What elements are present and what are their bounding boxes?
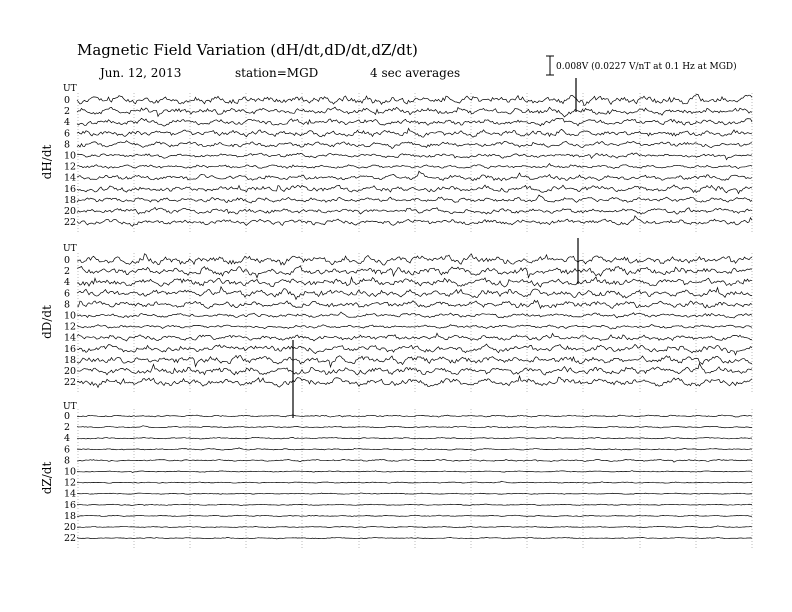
trace-line (77, 94, 752, 105)
hour-tick-label: 14 (64, 172, 77, 184)
hour-tick-label: 12 (64, 161, 77, 173)
trace-line (77, 426, 752, 428)
hour-tick-label: 8 (64, 299, 71, 311)
trace-line (77, 277, 752, 287)
trace-line (77, 107, 752, 117)
panel-dZ-dt (40, 402, 752, 548)
hour-tick-label: 2 (64, 266, 71, 278)
trace-line (77, 141, 752, 149)
trace-line (77, 493, 752, 494)
hour-tick-label: 0 (64, 95, 71, 106)
trace-line (77, 207, 752, 214)
date-label: Jun. 12, 2013 (100, 66, 182, 80)
trace-line (77, 185, 752, 194)
trace-line (77, 300, 752, 308)
hour-tick-label: 20 (64, 206, 77, 217)
hour-tick-label: 8 (64, 139, 71, 151)
trace-line (77, 537, 752, 538)
y-axis-label: dZ/dt (40, 461, 54, 495)
hour-tick-label: 6 (64, 128, 71, 140)
hour-tick-label: 10 (64, 466, 77, 478)
ut-label: UT (63, 84, 77, 94)
trace-line (77, 153, 752, 160)
panel-dH-dt (40, 84, 752, 232)
chart-title: Magnetic Field Variation (dH/dt,dD/dt,dZ/dt) (77, 41, 418, 59)
y-axis-label: dH/dt (40, 144, 54, 180)
trace-line (77, 376, 752, 387)
hour-tick-label: 14 (64, 488, 77, 500)
y-axis-label: dD/dt (40, 305, 54, 339)
hour-tick-label: 6 (64, 444, 71, 456)
hour-tick-label: 16 (64, 499, 77, 511)
hour-tick-label: 2 (64, 106, 71, 118)
hour-tick-label: 12 (64, 477, 77, 489)
trace-line (77, 333, 752, 341)
trace-line (77, 195, 752, 203)
trace-line (77, 118, 752, 126)
trace-line (77, 471, 752, 473)
hour-tick-label: 20 (64, 522, 77, 533)
panels-group (40, 78, 752, 548)
ut-label: UT (63, 244, 77, 254)
scale-label: 0.008V (0.0227 V/nT at 0.1 Hz at MGD) (556, 62, 737, 72)
hour-tick-label: 6 (64, 288, 71, 300)
hour-tick-label: 20 (64, 366, 77, 377)
trace-line (77, 415, 752, 417)
scale-bar (546, 56, 737, 75)
trace-line (77, 481, 752, 483)
hour-tick-label: 12 (64, 321, 77, 333)
trace-line (77, 287, 752, 300)
hour-tick-label: 22 (64, 217, 77, 229)
hour-tick-label: 4 (64, 277, 71, 289)
hour-tick-label: 16 (64, 343, 77, 355)
trace-line (77, 171, 752, 181)
hour-tick-label: 10 (64, 150, 77, 162)
trace-line (77, 526, 752, 528)
trace-line (77, 504, 752, 506)
hour-tick-label: 22 (64, 377, 77, 389)
trace-line (77, 325, 752, 330)
trace-line (77, 363, 752, 375)
trace-line (77, 164, 752, 169)
trace-line (77, 515, 752, 516)
averaging-label: 4 sec averages (370, 66, 461, 80)
trace-line (77, 437, 752, 439)
hour-tick-label: 0 (64, 411, 71, 422)
hour-tick-label: 18 (64, 194, 77, 206)
trace-line (77, 266, 752, 278)
hour-tick-label: 0 (64, 255, 71, 266)
hour-tick-label: 4 (64, 117, 71, 129)
ut-label: UT (63, 402, 77, 412)
hour-tick-label: 14 (64, 332, 77, 344)
trace-line (77, 254, 752, 265)
panel-dD-dt (40, 244, 752, 392)
hour-tick-label: 8 (64, 455, 71, 467)
hour-tick-label: 2 (64, 422, 71, 434)
trace-line (77, 355, 752, 366)
hour-tick-label: 18 (64, 510, 77, 522)
trace-line (77, 312, 752, 318)
trace-line (77, 128, 752, 137)
hour-tick-label: 16 (64, 183, 77, 195)
hour-tick-label: 18 (64, 354, 77, 366)
station-label: station=MGD (235, 66, 319, 80)
trace-line (77, 216, 752, 226)
hour-tick-label: 10 (64, 310, 77, 322)
trace-line (77, 448, 752, 451)
trace-line (77, 344, 752, 355)
hour-tick-label: 22 (64, 533, 77, 545)
trace-line (77, 459, 752, 462)
hour-tick-label: 4 (64, 433, 71, 445)
